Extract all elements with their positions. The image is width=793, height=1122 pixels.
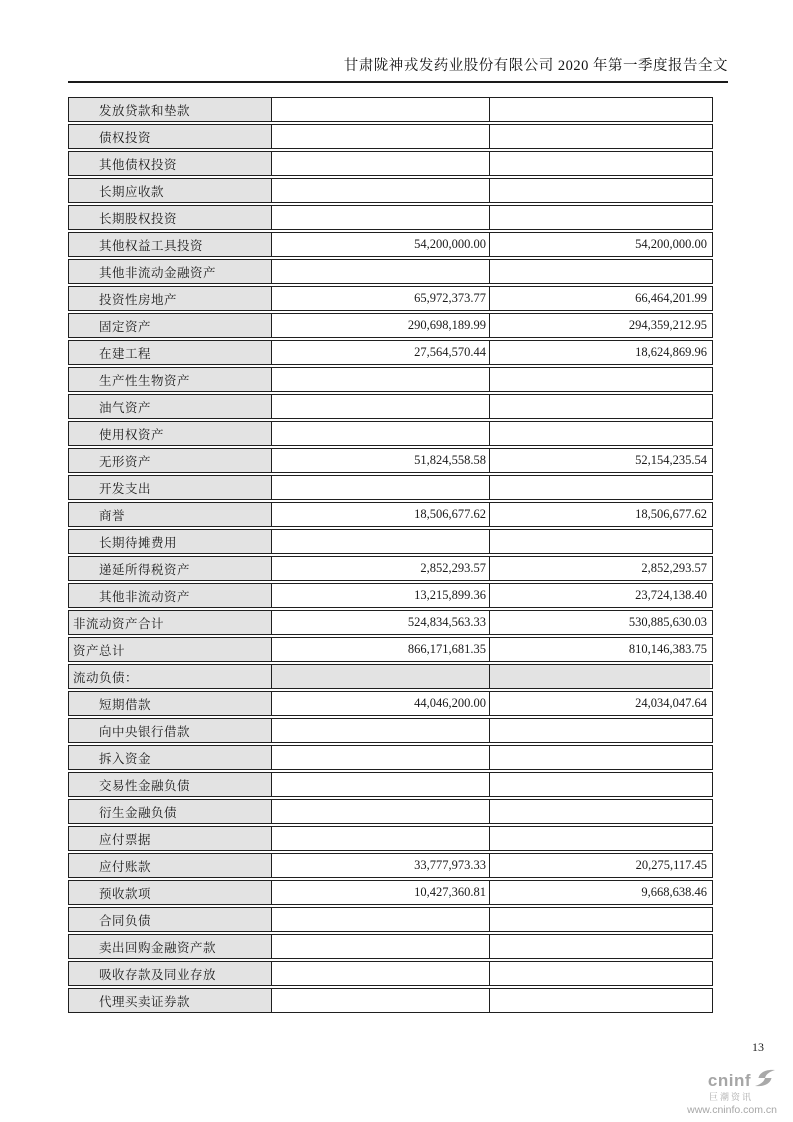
swirl-icon xyxy=(753,1068,777,1092)
table-row xyxy=(68,934,713,959)
row-value-period-begin xyxy=(489,98,710,121)
row-value-period-begin: 18,506,677.62 xyxy=(489,503,710,526)
row-value-period-begin: 54,200,000.00 xyxy=(489,233,710,256)
table-row xyxy=(68,448,713,473)
row-label: 应付账款 xyxy=(69,854,271,877)
table-row xyxy=(68,745,713,770)
row-value-period-end xyxy=(271,989,489,1012)
row-label: 递延所得税资产 xyxy=(69,557,271,580)
row-value-period-end xyxy=(271,746,489,769)
row-label: 非流动资产合计 xyxy=(69,611,271,634)
table-row xyxy=(68,961,713,986)
row-value-period-end xyxy=(271,962,489,985)
table-row xyxy=(68,151,713,176)
table-row xyxy=(68,205,713,230)
table-row xyxy=(68,529,713,554)
row-label: 预收款项 xyxy=(69,881,271,904)
row-value-period-end xyxy=(271,665,489,688)
row-value-period-begin: 530,885,630.03 xyxy=(489,611,710,634)
row-value-period-end: 51,824,558.58 xyxy=(271,449,489,472)
row-value-period-begin: 66,464,201.99 xyxy=(489,287,710,310)
cninfo-chinese-name: 巨潮资讯 xyxy=(708,1092,753,1102)
row-value-period-end xyxy=(271,125,489,148)
row-value-period-end xyxy=(271,179,489,202)
table-row xyxy=(68,259,713,284)
row-label: 短期借款 xyxy=(69,692,271,715)
row-label: 发放贷款和垫款 xyxy=(69,98,271,121)
row-label: 在建工程 xyxy=(69,341,271,364)
page-number: 13 xyxy=(752,1040,764,1054)
row-value-period-begin: 9,668,638.46 xyxy=(489,881,710,904)
table-row xyxy=(68,502,713,527)
row-value-period-begin xyxy=(489,773,710,796)
table-row xyxy=(68,232,713,257)
table-row xyxy=(68,340,713,365)
row-label: 无形资产 xyxy=(69,449,271,472)
row-value-period-end xyxy=(271,530,489,553)
row-value-period-end: 866,171,681.35 xyxy=(271,638,489,661)
row-label: 其他非流动金融资产 xyxy=(69,260,271,283)
table-row xyxy=(68,907,713,932)
row-value-period-end xyxy=(271,395,489,418)
table-row xyxy=(68,826,713,851)
row-label: 长期待摊费用 xyxy=(69,530,271,553)
row-value-period-begin: 18,624,869.96 xyxy=(489,341,710,364)
row-label: 使用权资产 xyxy=(69,422,271,445)
row-value-period-end: 524,834,563.33 xyxy=(271,611,489,634)
row-label: 油气资产 xyxy=(69,395,271,418)
row-label: 投资性房地产 xyxy=(69,287,271,310)
row-label: 流动负债： xyxy=(69,665,271,688)
row-label: 商誉 xyxy=(69,503,271,526)
row-label: 合同负债 xyxy=(69,908,271,931)
row-value-period-end: 10,427,360.81 xyxy=(271,881,489,904)
row-label: 开发支出 xyxy=(69,476,271,499)
row-value-period-end xyxy=(271,935,489,958)
row-value-period-end: 44,046,200.00 xyxy=(271,692,489,715)
table-row xyxy=(68,637,713,662)
row-value-period-begin xyxy=(489,368,710,391)
row-value-period-begin xyxy=(489,665,710,688)
table-row xyxy=(68,988,713,1013)
row-label: 其他非流动资产 xyxy=(69,584,271,607)
table-row xyxy=(68,853,713,878)
row-label: 拆入资金 xyxy=(69,746,271,769)
row-value-period-end: 27,564,570.44 xyxy=(271,341,489,364)
row-label: 应付票据 xyxy=(69,827,271,850)
row-label: 资产总计 xyxy=(69,638,271,661)
cninfo-logo xyxy=(667,1068,777,1116)
cninfo-logo-top xyxy=(708,1068,777,1092)
table-row xyxy=(68,178,713,203)
row-label: 代理买卖证券款 xyxy=(69,989,271,1012)
table-row xyxy=(68,475,713,500)
row-value-period-begin xyxy=(489,719,710,742)
row-label: 其他权益工具投资 xyxy=(69,233,271,256)
row-value-period-begin xyxy=(489,935,710,958)
row-value-period-begin xyxy=(489,800,710,823)
row-value-period-begin xyxy=(489,152,710,175)
row-value-period-end: 290,698,189.99 xyxy=(271,314,489,337)
row-label: 长期股权投资 xyxy=(69,206,271,229)
row-value-period-begin xyxy=(489,395,710,418)
row-label: 其他债权投资 xyxy=(69,152,271,175)
row-value-period-end xyxy=(271,773,489,796)
row-value-period-begin xyxy=(489,179,710,202)
row-value-period-begin xyxy=(489,422,710,445)
row-label: 交易性金融负债 xyxy=(69,773,271,796)
row-value-period-begin xyxy=(489,962,710,985)
row-value-period-begin xyxy=(489,125,710,148)
row-value-period-end: 13,215,899.36 xyxy=(271,584,489,607)
row-label: 生产性生物资产 xyxy=(69,368,271,391)
row-value-period-end xyxy=(271,827,489,850)
table-row xyxy=(68,583,713,608)
row-value-period-begin: 20,275,117.45 xyxy=(489,854,710,877)
row-value-period-end xyxy=(271,908,489,931)
row-value-period-end xyxy=(271,260,489,283)
row-value-period-end xyxy=(271,800,489,823)
table-row xyxy=(68,718,713,743)
row-label: 债权投资 xyxy=(69,125,271,148)
table-row xyxy=(68,286,713,311)
row-value-period-begin xyxy=(489,476,710,499)
row-value-period-begin: 52,154,235.54 xyxy=(489,449,710,472)
table-row xyxy=(68,610,713,635)
header-rule xyxy=(68,81,728,83)
table-row xyxy=(68,394,713,419)
table-row xyxy=(68,799,713,824)
row-value-period-end: 33,777,973.33 xyxy=(271,854,489,877)
row-label: 向中央银行借款 xyxy=(69,719,271,742)
row-label: 卖出回购金融资产款 xyxy=(69,935,271,958)
table-row xyxy=(68,691,713,716)
row-label: 固定资产 xyxy=(69,314,271,337)
table-row xyxy=(68,772,713,797)
table-row xyxy=(68,313,713,338)
cninfo-url: www.cninfo.com.cn xyxy=(687,1104,777,1116)
row-label: 长期应收款 xyxy=(69,179,271,202)
row-value-period-begin: 2,852,293.57 xyxy=(489,557,710,580)
cninfo-brand-text: cninf xyxy=(707,1070,751,1090)
table-row xyxy=(68,880,713,905)
row-value-period-end xyxy=(271,206,489,229)
row-value-period-begin: 24,034,047.64 xyxy=(489,692,710,715)
row-value-period-begin xyxy=(489,989,710,1012)
table-row xyxy=(68,124,713,149)
row-value-period-end xyxy=(271,476,489,499)
row-value-period-begin xyxy=(489,530,710,553)
row-value-period-begin: 294,359,212.95 xyxy=(489,314,710,337)
row-value-period-end: 18,506,677.62 xyxy=(271,503,489,526)
row-value-period-end: 2,852,293.57 xyxy=(271,557,489,580)
row-value-period-end xyxy=(271,719,489,742)
row-value-period-begin xyxy=(489,206,710,229)
table-row xyxy=(68,367,713,392)
table-row xyxy=(68,664,713,689)
row-value-period-end: 65,972,373.77 xyxy=(271,287,489,310)
row-value-period-end: 54,200,000.00 xyxy=(271,233,489,256)
row-value-period-end xyxy=(271,368,489,391)
row-label: 吸收存款及同业存放 xyxy=(69,962,271,985)
balance-sheet-table xyxy=(68,97,713,1015)
table-row xyxy=(68,556,713,581)
row-value-period-begin xyxy=(489,908,710,931)
page-header-title: 甘肃陇神戎发药业股份有限公司 2020 年第一季度报告全文 xyxy=(343,58,728,74)
table-row xyxy=(68,97,713,122)
row-value-period-end xyxy=(271,152,489,175)
row-value-period-begin: 810,146,383.75 xyxy=(489,638,710,661)
table-row xyxy=(68,421,713,446)
row-value-period-begin xyxy=(489,260,710,283)
row-value-period-end xyxy=(271,98,489,121)
row-value-period-begin: 23,724,138.40 xyxy=(489,584,710,607)
row-value-period-begin xyxy=(489,746,710,769)
row-value-period-end xyxy=(271,422,489,445)
row-value-period-begin xyxy=(489,827,710,850)
row-label: 衍生金融负债 xyxy=(69,800,271,823)
